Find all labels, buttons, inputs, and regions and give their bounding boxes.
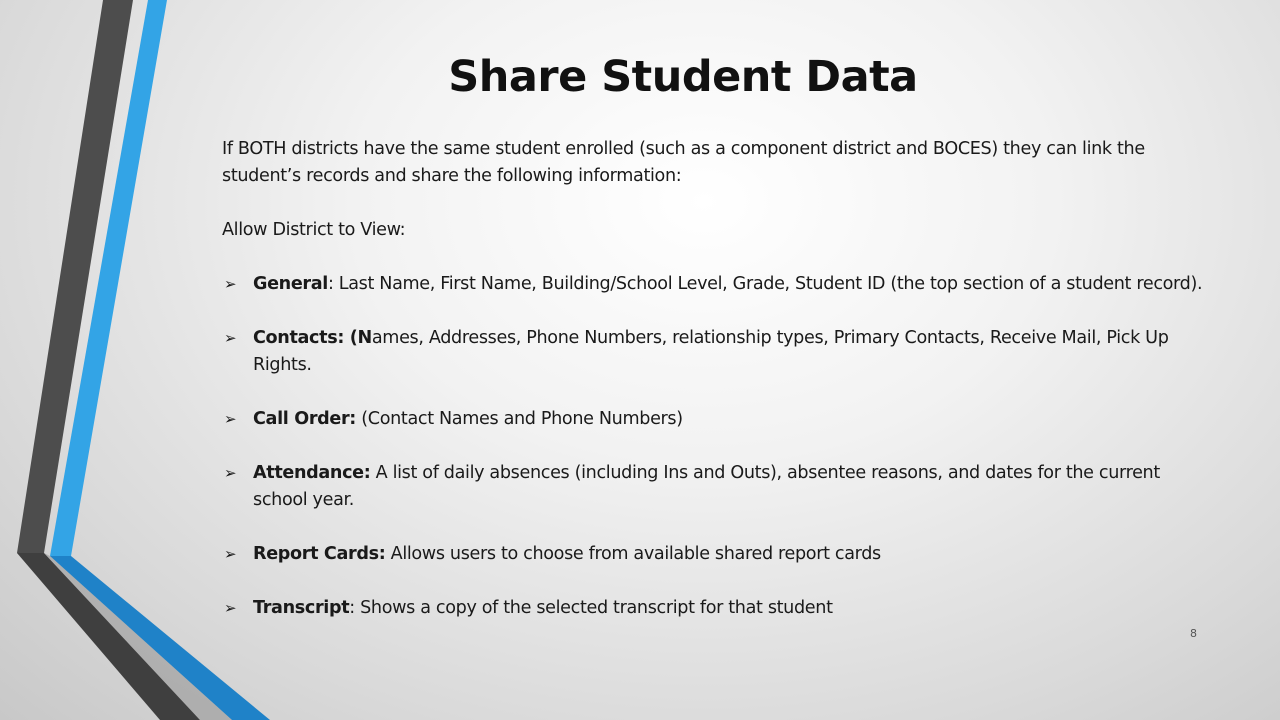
- bullet-text: (Contact Names and Phone Numbers): [356, 409, 683, 429]
- bullet-report-cards: [222, 541, 1217, 568]
- bullet-term: Attendance:: [253, 463, 371, 483]
- bullet-term: General: [253, 274, 328, 294]
- intro-paragraph: If BOTH districts have the same student enrolled (such as a component district and BOCES) they can link the student’s records and share the following information:: [222, 139, 1145, 186]
- bullet-general: [222, 271, 1217, 298]
- bullet-term: Call Order:: [253, 409, 356, 429]
- bullet-text: Allows users to choose from available shared report cards: [385, 544, 881, 564]
- arrow-bullet-icon: ➢: [224, 599, 237, 617]
- arrow-bullet-icon: ➢: [224, 410, 237, 428]
- arrow-bullet-icon: ➢: [224, 464, 237, 482]
- allow-heading: Allow District to View:: [222, 220, 406, 240]
- bullet-transcript: [222, 595, 1217, 622]
- bullet-term: Report Cards:: [253, 544, 386, 564]
- bullet-term: Transcript: [253, 598, 350, 618]
- slide-title: Share Student Data: [448, 52, 918, 102]
- arrow-bullet-icon: ➢: [224, 275, 237, 293]
- arrow-bullet-icon: ➢: [224, 329, 237, 347]
- bullet-separator: :: [327, 274, 334, 294]
- bullet-attendance: [222, 460, 1217, 514]
- bullet-call-order: [222, 406, 1217, 433]
- bullet-text: A list of daily absences (including Ins and Outs), absentee reasons, and dates for the current school year.: [253, 463, 1160, 510]
- page-number: 8: [1190, 627, 1197, 640]
- bullet-separator: :: [349, 598, 355, 618]
- bullet-contacts: [222, 325, 1217, 379]
- bullet-term: Contacts: (N: [253, 328, 372, 348]
- slide-body: [222, 136, 1217, 622]
- bullet-text: ames, Addresses, Phone Numbers, relationship types, Primary Contacts, Receive Mail, Pick Up Rights.: [253, 328, 1169, 375]
- arrow-bullet-icon: ➢: [224, 545, 237, 563]
- bullet-text: Last Name, First Name, Building/School Level, Grade, Student ID (the top section of a student record).: [333, 274, 1203, 294]
- bullet-text: Shows a copy of the selected transcript for that student: [354, 598, 833, 618]
- blue-stripe-lower-edge: [44, 553, 232, 720]
- dark-stripe-lower: [17, 553, 200, 720]
